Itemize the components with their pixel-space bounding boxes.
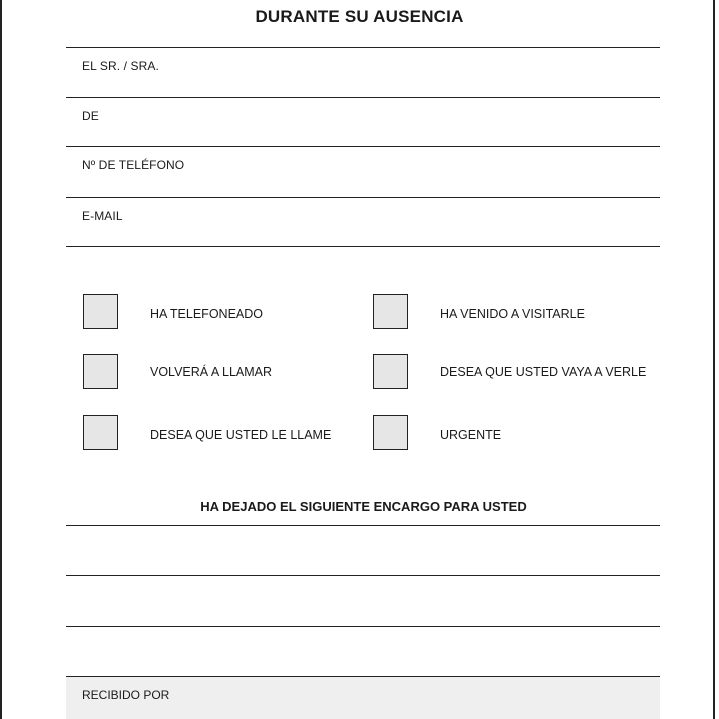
field-phone[interactable] [66,146,660,196]
checkbox-urgent-label: URGENTE [440,428,502,442]
message-line-3[interactable] [66,626,660,627]
field-name[interactable] [66,47,660,97]
field-email-label: E-MAIL [82,209,123,223]
field-phone-label: Nº DE TELÉFONO [82,158,185,172]
checkbox-urgent[interactable] [373,415,408,450]
received-by-label: RECIBIDO POR [82,688,170,702]
form-title: DURANTE SU AUSENCIA [255,7,464,26]
checkbox-call-back[interactable] [83,415,118,450]
checkbox-phoned[interactable] [83,294,118,329]
checkbox-call-back-label: DESEA QUE USTED LE LLAME [150,428,332,442]
field-name-label: EL SR. / SRA. [82,59,159,73]
field-from-label: DE [82,109,99,123]
checkbox-phoned-label: HA TELEFONEADO [150,307,263,321]
checkbox-will-call-label: VOLVERÁ A LLAMAR [150,365,273,379]
checkbox-visit-request-label: DESEA QUE USTED VAYA A VERLE [440,365,647,379]
checkbox-will-call[interactable] [83,354,118,389]
checkbox-visit-request[interactable] [373,354,408,389]
checkbox-visited-label: HA VENIDO A VISITARLE [440,307,585,321]
field-email[interactable] [66,197,660,247]
message-line-1[interactable] [66,525,660,526]
checkbox-visited[interactable] [373,294,408,329]
received-by-field[interactable] [66,677,660,719]
message-section-title: HA DEJADO EL SIGUIENTE ENCARGO PARA USTED [200,499,527,514]
field-from[interactable] [66,97,660,147]
message-line-2[interactable] [66,575,660,576]
